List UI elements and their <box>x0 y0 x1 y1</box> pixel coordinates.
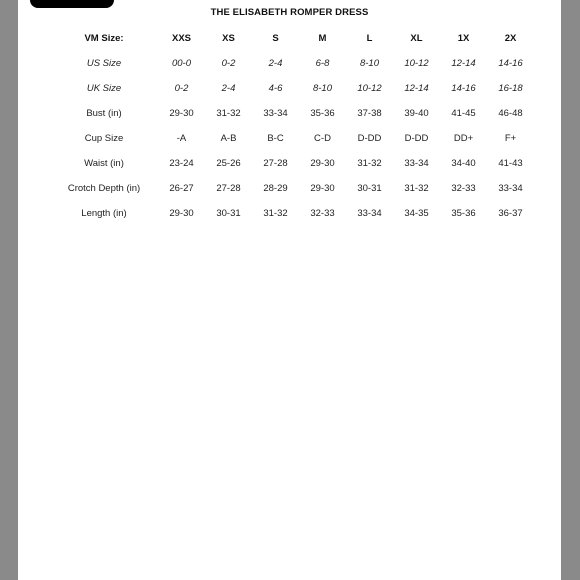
table-cell: 46-48 <box>498 108 523 119</box>
document-page <box>18 0 561 580</box>
chart-title: THE ELISABETH ROMPER DRESS <box>210 7 369 18</box>
table-cell: 29-30 <box>310 183 335 194</box>
table-cell: 16-18 <box>498 83 523 94</box>
table-cell: 6-8 <box>315 58 330 69</box>
table-cell: 23-24 <box>169 158 194 169</box>
table-row <box>50 176 534 201</box>
header-size: XL <box>410 33 423 44</box>
table-cell: 00-0 <box>171 58 191 69</box>
table-row <box>50 201 534 226</box>
table-cell: 27-28 <box>216 183 241 194</box>
row-label: Crotch Depth (in) <box>67 183 141 194</box>
header-size: 1X <box>457 33 470 44</box>
table-row <box>50 51 534 76</box>
table-cell: 29-30 <box>169 208 194 219</box>
table-cell: 8-10 <box>359 58 379 69</box>
table-cell: 33-34 <box>404 158 429 169</box>
table-cell: 34-40 <box>451 158 476 169</box>
table-cell: 8-10 <box>312 83 332 94</box>
table-cell: 29-30 <box>310 158 335 169</box>
table-cell: D-DD <box>404 133 429 144</box>
table-cell: 12-14 <box>404 83 429 94</box>
header-size: XXS <box>171 33 191 44</box>
row-label: Waist (in) <box>84 158 124 169</box>
table-cell: 32-33 <box>310 208 335 219</box>
table-cell: 10-12 <box>357 83 382 94</box>
table-cell: 4-6 <box>268 83 283 94</box>
row-label: Bust (in) <box>86 108 122 119</box>
row-label: Cup Size <box>84 133 124 144</box>
table-cell: -A <box>176 133 187 144</box>
table-cell: 30-31 <box>357 183 382 194</box>
table-cell: 39-40 <box>404 108 429 119</box>
table-cell: 35-36 <box>451 208 476 219</box>
table-cell: 27-28 <box>263 158 288 169</box>
table-cell: 28-29 <box>263 183 288 194</box>
table-row <box>50 101 534 126</box>
table-row <box>50 151 534 176</box>
table-header-row <box>50 26 534 51</box>
table-cell: 12-14 <box>451 58 476 69</box>
table-cell: 0-2 <box>221 58 236 69</box>
header-size: S <box>272 33 279 44</box>
table-cell: C-D <box>314 133 331 144</box>
table-cell: 2-4 <box>268 58 283 69</box>
table-cell: 30-31 <box>216 208 241 219</box>
table-cell: 10-12 <box>404 58 429 69</box>
header-label: VM Size: <box>84 33 124 44</box>
table-cell: 33-34 <box>498 183 523 194</box>
table-cell: A-B <box>220 133 237 144</box>
table-cell: 32-33 <box>451 183 476 194</box>
header-size: L <box>366 33 373 44</box>
table-cell: 14-16 <box>451 83 476 94</box>
table-cell: 31-32 <box>263 208 288 219</box>
table-cell: 41-45 <box>451 108 476 119</box>
table-cell: 31-32 <box>404 183 429 194</box>
table-cell: 33-34 <box>357 208 382 219</box>
table-cell: 2-4 <box>221 83 236 94</box>
row-label: US Size <box>86 58 122 69</box>
table-cell: 25-26 <box>216 158 241 169</box>
header-size: XS <box>222 33 235 44</box>
row-label: Length (in) <box>81 208 127 219</box>
table-cell: 31-32 <box>216 108 241 119</box>
row-label: UK Size <box>86 83 122 94</box>
table-cell: D-DD <box>357 133 382 144</box>
table-cell: 34-35 <box>404 208 429 219</box>
table-cell: 37-38 <box>357 108 382 119</box>
table-cell: 0-2 <box>174 83 189 94</box>
table-cell: 35-36 <box>310 108 335 119</box>
table-cell: 29-30 <box>169 108 194 119</box>
table-cell: 41-43 <box>498 158 523 169</box>
table-row <box>50 126 534 151</box>
table-cell: DD+ <box>453 133 474 144</box>
header-size: M <box>318 33 327 44</box>
table-cell: 14-16 <box>498 58 523 69</box>
table-cell: 26-27 <box>169 183 194 194</box>
table-row <box>50 76 534 101</box>
table-cell: 36-37 <box>498 208 523 219</box>
header-size: 2X <box>504 33 517 44</box>
table-cell: 33-34 <box>263 108 288 119</box>
table-cell: 31-32 <box>357 158 382 169</box>
table-body <box>50 51 534 226</box>
size-chart-table <box>50 26 534 226</box>
table-cell: F+ <box>504 133 517 144</box>
table-cell: B-C <box>267 133 284 144</box>
